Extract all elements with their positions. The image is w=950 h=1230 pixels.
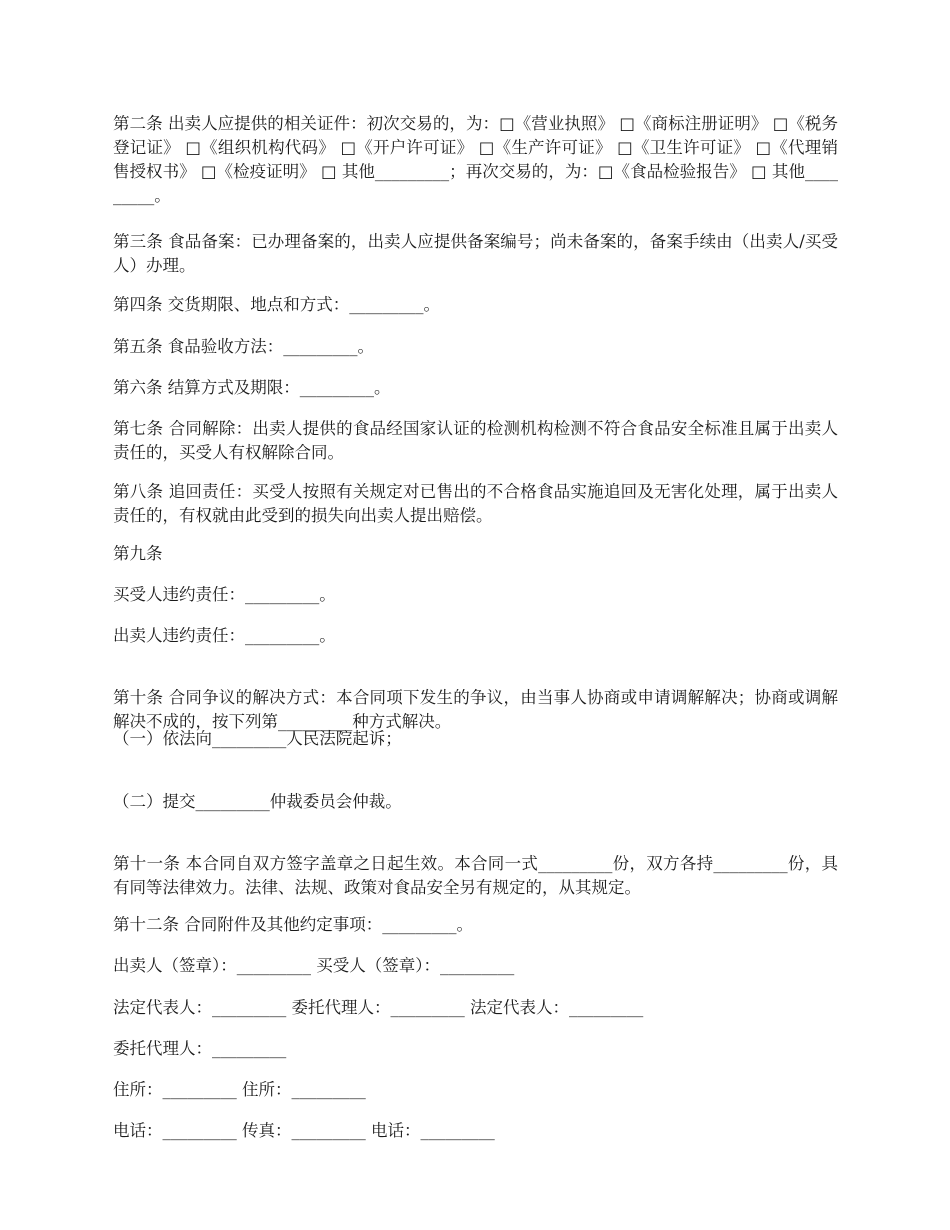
signature-line-agent: 委托代理人：_________ [113,1039,287,1058]
signature-line-contact: 电话：_________ 传真：_________ 电话：_________ [113,1121,495,1140]
article-9-heading: 第九条 [113,544,163,563]
article-4-text: 第四条 交货期限、地点和方式：_________。 [113,295,440,314]
article-5-text: 第五条 食品验收方法：_________。 [113,337,374,356]
article-3-text: 第三条 食品备案：已办理备案的，出卖人应提供备案编号；尚未备案的，备案手续由（出卖人/买受人）办理。 [113,232,838,275]
article-6-text: 第六条 结算方式及期限：_________。 [113,378,391,397]
article-8-text: 第八条 追回责任：买受人按照有关规定对已售出的不合格食品实施追回及无害化处理，属于出卖人责任的，有权就由此受到的损失向出卖人提出赔偿。 [113,482,838,525]
buyer-liability-text: 买受人违约责任：_________。 [113,585,336,604]
article-12-text: 第十二条 合同附件及其他约定事项：_________。 [113,915,473,934]
article-11-text: 第十一条 本合同自双方签字盖章之日起生效。本合同一式_________份，双方各持_________份，具有同等法律效力。法律、法规、政策对食品安全另有规定的，从其规定。 [113,854,838,897]
dispute-option-arbitration: （二）提交_________仲裁委员会仲裁。 [113,792,402,811]
dispute-option-court: （一）依法向_________人民法院起诉； [113,729,402,748]
article-7-text: 第七条 合同解除：出卖人提供的食品经国家认证的检测机构检测不符合食品安全标准且属于出卖人责任的，买受人有权解除合同。 [113,419,838,462]
article-2-text: 第二条 出卖人应提供的相关证件：初次交易的，为：□《营业执照》 □《商标注册证明》 □《税务登记证》 □《组织机构代码》 □《开户许可证》 □《生产许可证》 □《卫生许可证》 □《代理销售授权书》 □《检疫证明》 □ 其他_________；再次交易的，为：□《食品检验报告》 □ 其他_________。 [113,114,838,205]
seller-liability-text: 出卖人违约责任：_________。 [113,626,336,645]
signature-line-representatives: 法定代表人：_________ 委托代理人：_________ 法定代表人：_________ [113,998,644,1017]
signature-line-parties: 出卖人（签章）：_________ 买受人（签章）：_________ [113,956,515,975]
signature-line-address: 住所：_________ 住所：_________ [113,1080,366,1099]
article-10-text: 第十条 合同争议的解决方式：本合同项下发生的争议，由当事人协商或申请调解解决；协商或调解解决不成的，按下列第_________种方式解决。 [113,688,838,731]
